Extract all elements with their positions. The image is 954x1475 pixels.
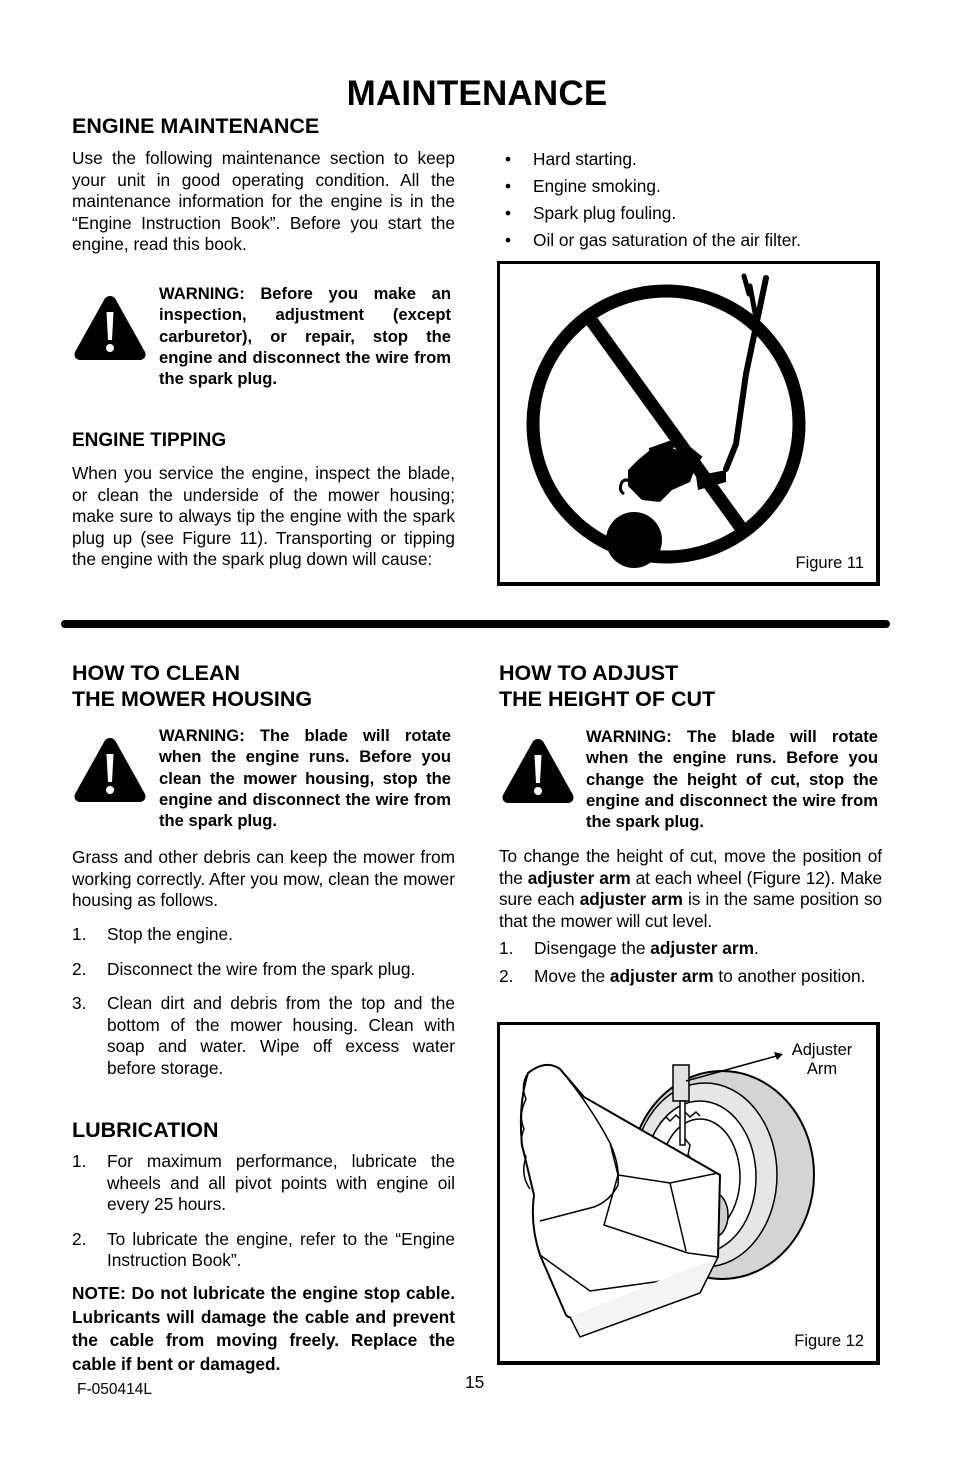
clean-housing-heading [72,660,312,712]
list-item [499,966,882,988]
step-term: adjuster arm [609,965,714,986]
list-item: • Engine smoking. [499,176,889,203]
engine-maintenance-warning: WARNING: Before you make an inspection, adjustment (except carburetor), or repair, stop the engine and disconnect the wire from the spark plug. [159,284,451,389]
step-number: 2. [72,1228,87,1249]
step-text: For maximum performance, lubricate the wheels and all pivot points with engine oil every 25 hours. [107,1151,455,1214]
height-of-cut-heading [499,660,715,712]
intro-term: adjuster arm [527,867,631,888]
step-text: Move the [534,965,610,986]
clean-housing-warning: WARNING: The blade will rotate when the engine runs. Before you clean the mower housing, stop the engine and disconnect the wire from the spark plug. [159,726,451,831]
step-text: to another position. [713,965,866,986]
step-text: Disengage the [534,938,651,958]
engine-maintenance-heading: ENGINE MAINTENANCE [72,114,320,138]
list-item [72,1151,455,1216]
list-item [72,993,455,1079]
clean-housing-heading-line1: HOW TO CLEAN [72,661,241,685]
adjuster-arm-label-line2: Arm [806,1060,838,1078]
step-number: 1. [72,1151,87,1171]
intro-text: To change the height of cut, move the position of the [499,846,882,888]
step-number: 1. [499,938,514,958]
height-of-cut-heading-line1: HOW TO ADJUST [499,661,679,685]
section-divider [61,620,890,628]
height-of-cut-warning: WARNING: The blade will rotate when the engine runs. Before you change the height of cut, stop the engine and disconnect the wire from the spark plug. [586,727,878,832]
clean-housing-intro: Grass and other debris can keep the mower from working correctly. After you mow, clean the mower housing as follows. [72,847,455,910]
list-item [72,924,455,946]
step-number: 2. [499,965,514,986]
height-of-cut-heading-line2: THE HEIGHT OF CUT [499,687,716,711]
figure-12-caption: Figure 12 [794,1332,864,1350]
page-number: 15 [465,1372,485,1392]
page-title: MAINTENANCE [346,74,608,113]
list-item: • Oil or gas saturation of the air filter. [499,230,889,257]
clean-housing-heading-line2: THE MOWER HOUSING [72,687,313,711]
list-item: • Spark plug fouling. [499,203,889,230]
figure-11 [497,261,880,586]
step-term: adjuster arm [650,938,754,958]
clean-housing-steps [72,924,455,1079]
step-text: Disconnect the wire from the spark plug. [107,958,416,979]
intro-text: is in the same position so that the mower will cut level. [499,889,883,931]
step-number: 1. [72,924,87,944]
lubrication-steps [72,1151,455,1272]
step-number: 3. [72,993,87,1013]
list-item: • Hard starting. [499,149,889,176]
engine-tipping-text: When you service the engine, inspect the blade, or clean the underside of the mower housing; make sure to always tip the engine with the spark plug up (see Figure 11). Transporting or tipping the engine with the spark plug down will cause: [72,463,455,569]
list-item [72,959,455,981]
figure-11-caption: Figure 11 [795,554,864,572]
step-text: To lubricate the engine, refer to the “Engine Instruction Book”. [107,1228,455,1270]
warning-triangle-icon [500,735,576,807]
list-item [72,1229,455,1272]
figure-12 [497,1022,880,1365]
intro-term: adjuster arm [579,889,683,909]
intro-text: at each wheel (Figure 12). Make sure each [499,867,883,909]
step-number: 2. [72,958,87,979]
engine-maintenance-intro: Use the following maintenance section to keep your unit in good operating condition. All the maintenance information for the engine is in the “Engine Instruction Book”. Before you start the engine, read this book. [72,148,455,254]
lubrication-heading: LUBRICATION [72,1118,219,1142]
step-text: . [754,938,759,958]
adjuster-arm-label [785,1041,859,1079]
list-item [499,938,882,960]
step-text: Stop the engine. [107,924,233,944]
document-code: F-050414L [77,1381,152,1398]
engine-tipping-heading: ENGINE TIPPING [72,430,227,451]
adjuster-arm-label-line1: Adjuster [791,1041,853,1059]
height-of-cut-intro [499,846,882,932]
no-tipping-mower-illustration [500,264,876,582]
warning-triangle-icon [72,292,148,364]
tipping-effects-list [499,149,889,257]
step-text: Clean dirt and debris from the top and the bottom of the mower housing. Clean with soap and water. Wipe off excess water before storage. [107,993,455,1078]
height-of-cut-steps [499,938,882,987]
warning-triangle-icon [72,734,148,806]
lubrication-note: NOTE: Do not lubricate the engine stop cable. Lubricants will damage the cable and prevent the cable from moving freely. Replace the cable if bent or damaged. [72,1283,455,1374]
